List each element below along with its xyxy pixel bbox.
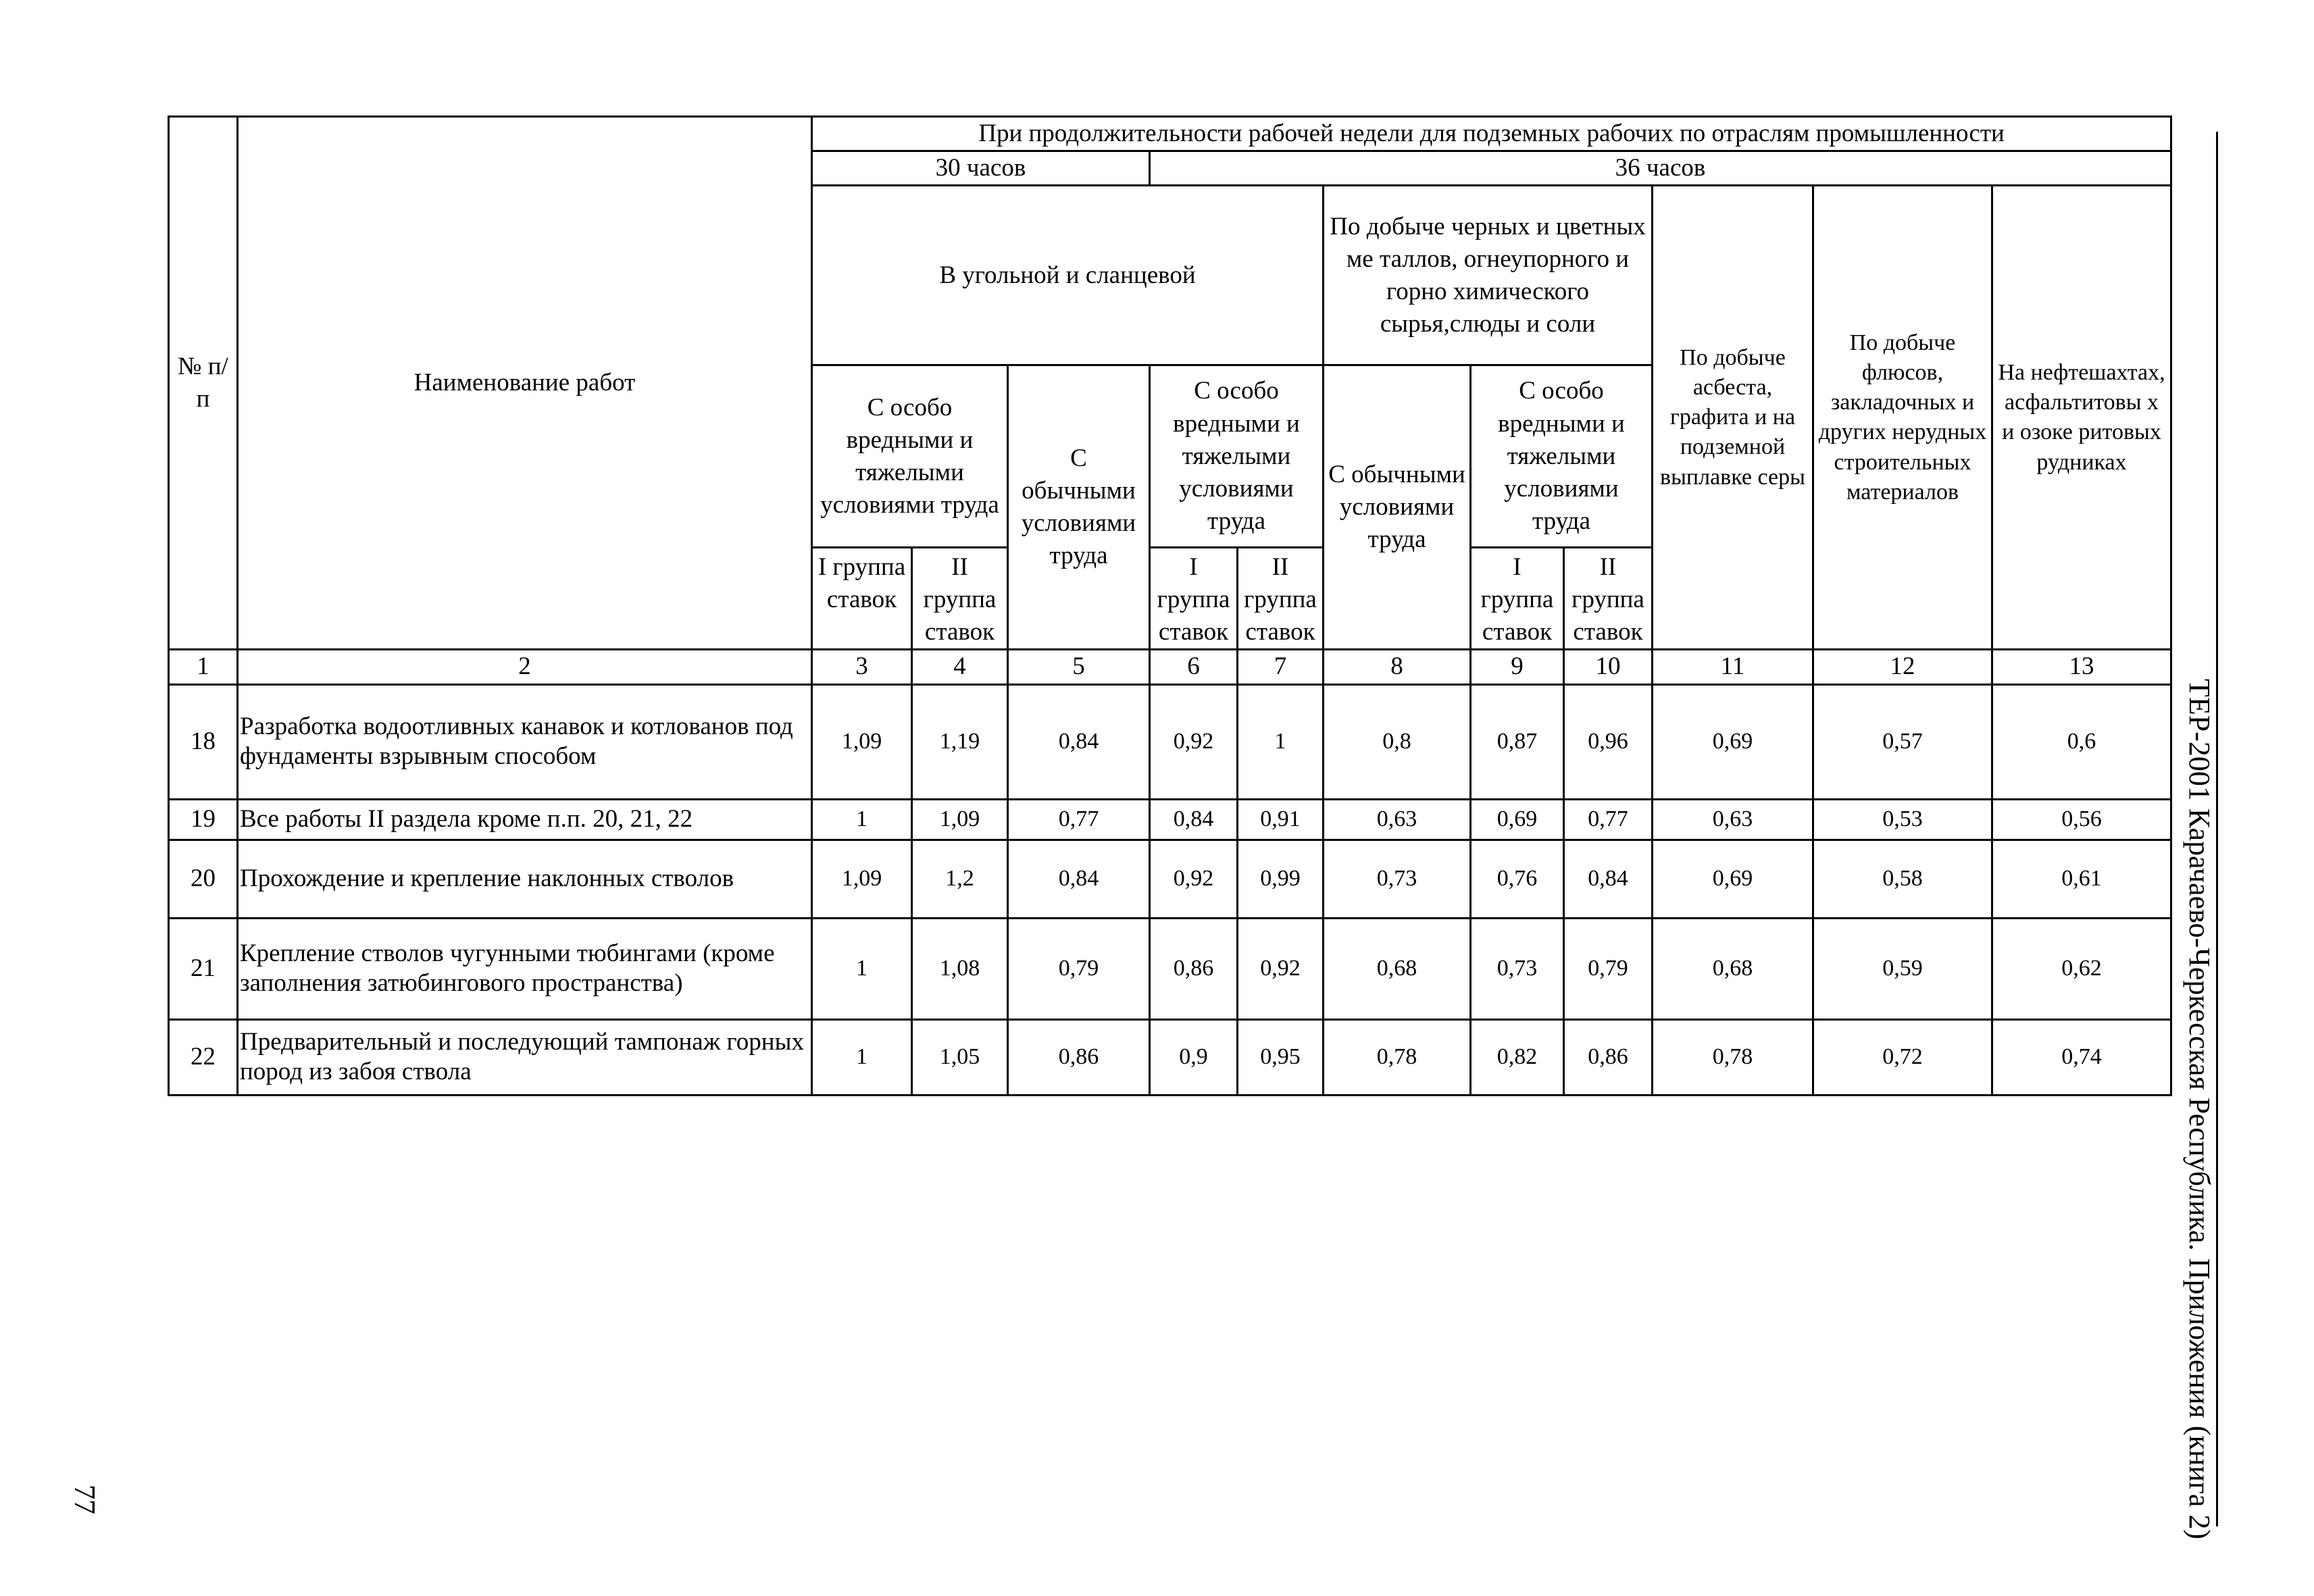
column-number: 13 [1992, 650, 2171, 684]
row-number: 21 [169, 918, 238, 1019]
ferrous-header: По добыче черных и цветных ме таллов, огнеупорного и горно химического сырья,слюды и соли [1324, 186, 1653, 365]
table-row [169, 918, 2171, 1019]
coefficient-cell: 1,05 [912, 1019, 1008, 1095]
coefficient-cell: 0,8 [1324, 684, 1471, 799]
coefficient-cell: 0,84 [1564, 840, 1653, 918]
coefficient-cell: 0,69 [1471, 799, 1564, 840]
column-number: 12 [1813, 650, 1992, 684]
coefficient-cell: 0,76 [1471, 840, 1564, 918]
coefficients-table [168, 115, 2172, 1096]
coefficient-cell: 0,92 [1150, 684, 1238, 799]
coefficient-cell: 0,63 [1324, 799, 1471, 840]
column-number: 7 [1238, 650, 1324, 684]
hours-30-header: 30 часов [812, 151, 1150, 186]
page-number: 77 [68, 1485, 101, 1514]
coefficient-cell: 0,84 [1008, 684, 1150, 799]
table-body [169, 684, 2171, 1095]
column-number: 2 [238, 650, 812, 684]
column-number: 4 [912, 650, 1008, 684]
group-1-header: I группа ставок [1150, 548, 1238, 650]
group-2-header: II группа ставок [1238, 548, 1324, 650]
name-column-header: Наименование работ [238, 117, 812, 650]
coefficient-cell: 1 [1238, 684, 1324, 799]
coefficient-cell: 0,87 [1471, 684, 1564, 799]
coefficient-cell: 0,61 [1992, 840, 2171, 918]
coefficient-cell: 0,74 [1992, 1019, 2171, 1095]
coefficient-cell: 0,59 [1813, 918, 1992, 1019]
column-number: 11 [1653, 650, 1813, 684]
duration-header: При продолжительности рабочей недели для подземных рабочих по отраслям промышленности [812, 117, 2171, 151]
coefficient-cell: 1 [812, 918, 912, 1019]
column-number: 6 [1150, 650, 1238, 684]
table-row [169, 799, 2171, 840]
coefficient-cell: 1 [812, 799, 912, 840]
coefficient-cell: 1,2 [912, 840, 1008, 918]
coefficient-cell: 1,09 [812, 684, 912, 799]
table-row [169, 684, 2171, 799]
row-number: 20 [169, 840, 238, 918]
normal-conditions-header: С обычными условиями труда [1324, 365, 1471, 650]
coefficient-cell: 0,92 [1150, 840, 1238, 918]
column-number: 10 [1564, 650, 1653, 684]
work-name: Прохождение и крепление наклонных стволов [238, 840, 812, 918]
coefficient-cell: 0,96 [1564, 684, 1653, 799]
coefficient-cell: 1 [812, 1019, 912, 1095]
coefficient-cell: 0,86 [1564, 1019, 1653, 1095]
coefficient-cell: 0,91 [1238, 799, 1324, 840]
special-conditions-header: С особо вредными и тяжелыми условиями труда [1150, 365, 1324, 548]
coefficient-cell: 0,79 [1008, 918, 1150, 1019]
column-number: 5 [1008, 650, 1150, 684]
special-conditions-header: С особо вредными и тяжелыми условиями труда [1471, 365, 1653, 548]
coefficient-cell: 0,73 [1471, 918, 1564, 1019]
coefficient-cell: 0,78 [1324, 1019, 1471, 1095]
column-number: 8 [1324, 650, 1471, 684]
coefficient-cell: 0,58 [1813, 840, 1992, 918]
work-name: Предварительный и последующий тампонаж горных пород из забоя ствола [238, 1019, 812, 1095]
coefficient-cell: 0,84 [1150, 799, 1238, 840]
coefficient-cell: 0,6 [1992, 684, 2171, 799]
coefficient-cell: 1,09 [812, 840, 912, 918]
table-row [169, 1019, 2171, 1095]
running-title: ТЕР-2001 Карачаево-Черкесская Республика. Приложения (книга 2) [2183, 679, 2216, 1540]
group-2-header: II группа ставок [1564, 548, 1653, 650]
table-row [169, 840, 2171, 918]
coefficient-cell: 0,53 [1813, 799, 1992, 840]
coefficient-cell: 0,86 [1008, 1019, 1150, 1095]
group-1-header: I группа ставок [812, 548, 912, 650]
group-1-header: I группа ставок [1471, 548, 1564, 650]
coefficient-cell: 0,92 [1238, 918, 1324, 1019]
row-number: 19 [169, 799, 238, 840]
coefficient-cell: 0,86 [1150, 918, 1238, 1019]
group-2-header: II группа ставок [912, 548, 1008, 650]
coal-header: В угольной и сланцевой [812, 186, 1324, 365]
coefficient-cell: 1,19 [912, 684, 1008, 799]
coefficient-cell: 0,68 [1324, 918, 1471, 1019]
work-name: Все работы II раздела кроме п.п. 20, 21, 22 [238, 799, 812, 840]
coefficient-cell: 0,78 [1653, 1019, 1813, 1095]
coefficient-cell: 0,95 [1238, 1019, 1324, 1095]
coefficient-cell: 0,99 [1238, 840, 1324, 918]
table-header [169, 117, 2171, 685]
row-number: 22 [169, 1019, 238, 1095]
coefficient-cell: 1,08 [912, 918, 1008, 1019]
coefficient-cell: 0,56 [1992, 799, 2171, 840]
coefficient-cell: 0,72 [1813, 1019, 1992, 1095]
coefficient-cell: 0,69 [1653, 840, 1813, 918]
coefficient-cell: 0,57 [1813, 684, 1992, 799]
coefficient-cell: 0,79 [1564, 918, 1653, 1019]
column-number: 3 [812, 650, 912, 684]
coefficient-cell: 0,77 [1008, 799, 1150, 840]
column-number: 9 [1471, 650, 1564, 684]
oil-header: На нефтешахтах, асфальтитовы х и озоке ритовых рудниках [1992, 186, 2171, 650]
coefficient-cell: 0,82 [1471, 1019, 1564, 1095]
work-name: Крепление стволов чугунными тюбингами (кроме заполнения затюбингового пространства) [238, 918, 812, 1019]
column-number: 1 [169, 650, 238, 684]
coefficient-cell: 0,62 [1992, 918, 2171, 1019]
asbestos-header: По добыче асбеста, графита и на подземной выплавке серы [1653, 186, 1813, 650]
coefficient-cell: 0,68 [1653, 918, 1813, 1019]
coefficient-cell: 0,9 [1150, 1019, 1238, 1095]
coefficient-cell: 0,63 [1653, 799, 1813, 840]
number-column-header: № п/п [169, 117, 238, 650]
coefficient-cell: 0,84 [1008, 840, 1150, 918]
work-name: Разработка водоотливных канавок и котлованов под фундаменты взрывным способом [238, 684, 812, 799]
flux-header: По добыче флюсов, закладочных и других нерудных строительных материалов [1813, 186, 1992, 650]
coefficient-cell: 0,77 [1564, 799, 1653, 840]
hours-36-header: 36 часов [1150, 151, 2171, 186]
coefficient-cell: 0,73 [1324, 840, 1471, 918]
coefficient-cell: 1,09 [912, 799, 1008, 840]
normal-conditions-header: С обычными условиями труда [1008, 365, 1150, 650]
coefficient-cell: 0,69 [1653, 684, 1813, 799]
row-number: 18 [169, 684, 238, 799]
special-conditions-header: С особо вредными и тяжелыми условиями труда [812, 365, 1008, 548]
column-number-row [169, 650, 2171, 684]
